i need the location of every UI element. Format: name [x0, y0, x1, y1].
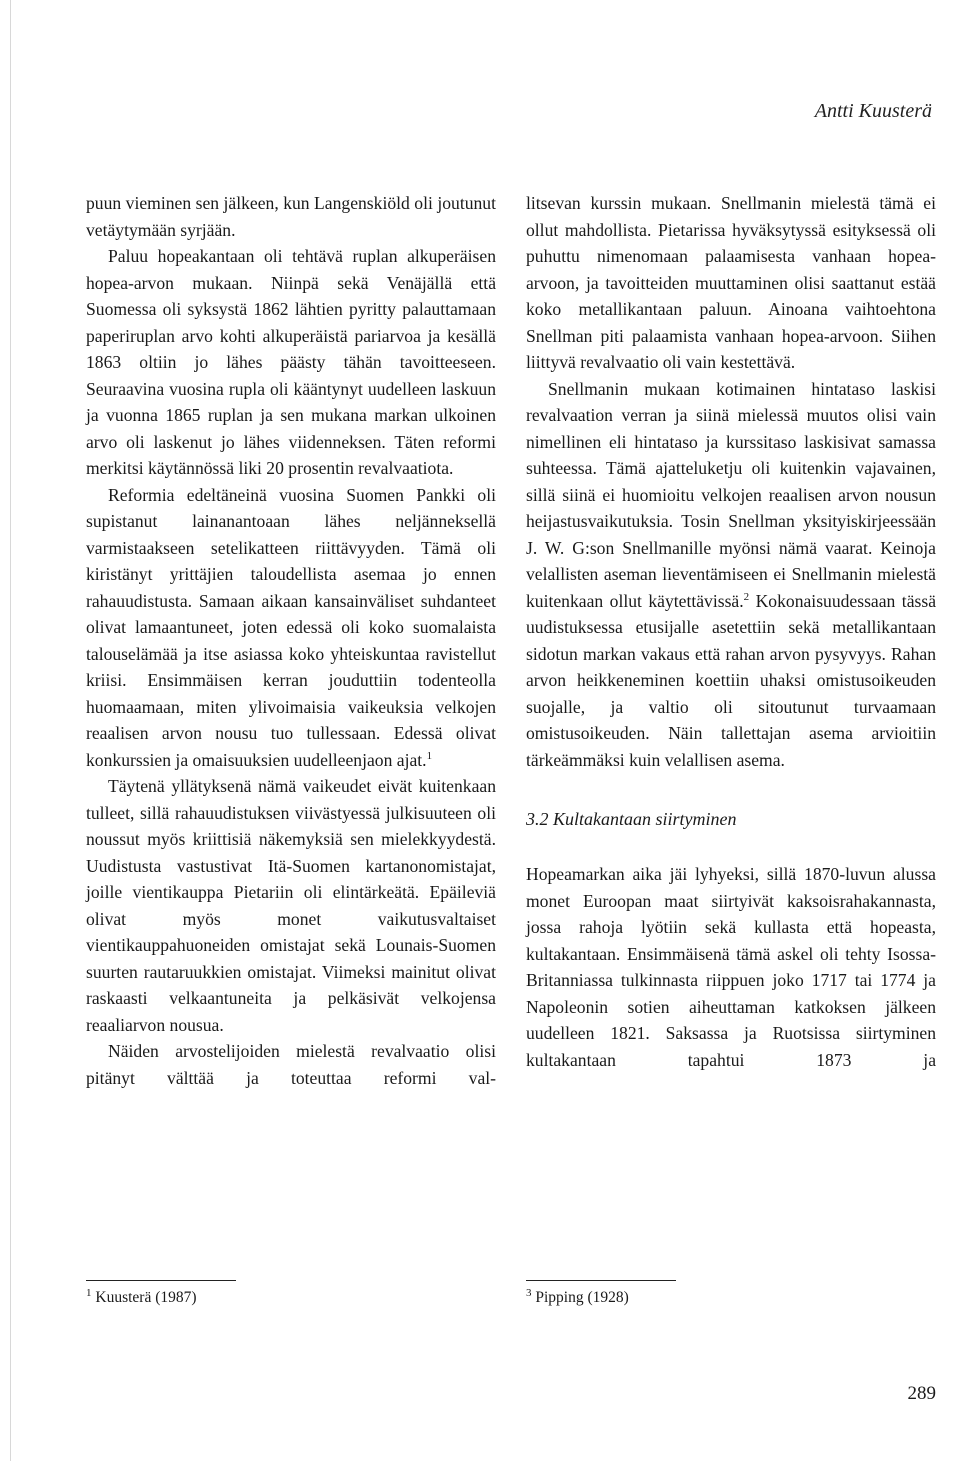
right-column — [526, 190, 936, 1073]
footnote-text — [526, 1286, 629, 1306]
footnote-text — [86, 1286, 197, 1306]
paragraph: Hopeamarkan aika jäi lyhyeksi, sillä 1870-luvun alussa monet Euroopan maat siirtyivät kaksoisrahakannasta, jossa rahoja lyötiin sekä kullasta että hopeasta, kultakantaan. Ensimmäisenä tämä askel oli tehty Isossa-Britanniassa tulkinnasta riippuen joko 1717 tai 1774 ja Napoleonin sotien aiheuttaman katkoksen jälkeen uudelleen 1821. Saksassa ja Ruotsissa siirtyminen kultakantaan tapahtui 1873 ja — [526, 864, 936, 1070]
footnote-ref: 1 — [426, 749, 433, 762]
paragraph: litsevan kurssin mukaan. Snellmanin mielestä tämä ei ollut mahdollista. Pietarissa hyväksytyssä esityksessä oli puhuttu nimenomaan palaamisesta vanhaan hopea-arvoon, ja tavoitteiden muuttaminen olisi saattanut estää koko metallikantaan paluun. Ainoana vaihtoehtona Snellman piti palaamista vanhaan hopea-arvoon. Siihen liittyvä revalvaatio oli vain kestettävä. — [526, 193, 936, 372]
paragraph: Paluu hopeakantaan oli tehtävä ruplan alkuperäisen hopea-arvon mukaan. Niinpä sekä Venäjällä että Suomessa oli syksystä 1862 lähtien pyritty palauttamaan paperiruplan arvo kohti alkuperäistä pariarvoa ja kesällä 1863 oltiin jo lähes päästy tähän tavoitteeseen. Seuraavina vuosina rupla oli kääntynyt uudelleen laskuun ja vuonna 1865 ruplan ja sen mukana markan ulkoinen arvo oli laskenut jo lähes viidenneksen. Täten reformi merkitsi käytännössä liki 20 prosentin revalvaatiota. — [86, 246, 496, 478]
paragraph — [526, 376, 936, 774]
footnote-mark: 1 — [86, 1286, 92, 1299]
footnote-source: Pipping (1928) — [535, 1289, 629, 1306]
paragraph: puun vieminen sen jälkeen, kun Langenskiöld oli joutunut vetäytymään syrjään. — [86, 193, 496, 240]
footnote-rule — [526, 1280, 676, 1281]
paragraph-text: Snellmanin mukaan kotimainen hintataso laskisi revalvaation verran ja siinä mielessä muutos olisi vain nimellinen eli hintataso ja kurssitaso laskisivat samassa suhteessa. Tämä ajatteluketju oli kuitenkin vajavainen, sillä siinä ei huomioitu velkojen reaalisen arvon nousun heijastusvaikutuksia. Tosin Snellman yksityiskirjeessään J. W. G:son Snellmanille myönsi nämä vaarat. Keinoja velallisten aseman lieventämiseen ei Snellmanin mielestä kuitenkaan ollut käytettävissä. — [526, 378, 936, 611]
footnote-source: Kuusterä (1987) — [95, 1289, 197, 1306]
paragraph: Näiden arvostelijoiden mielestä revalvaatio olisi pitänyt välttää ja toteuttaa reformi val- — [86, 1041, 496, 1088]
footnote-left — [86, 1280, 386, 1309]
left-column — [86, 190, 496, 1091]
paragraph — [86, 482, 496, 774]
page-number: 289 — [907, 1383, 936, 1404]
footnote-mark: 3 — [526, 1286, 532, 1299]
footnote-ref: 2 — [743, 590, 750, 603]
page-edge — [10, 0, 11, 1461]
section-heading: 3.2 Kultakantaan siirtyminen — [526, 809, 737, 829]
paragraph-text: Kokonaisuudessaan tässä uudistuksessa etusijalle asetettiin sekä metallikantaan sidotun markan vakaus että rahan arvon pysyvyys. Rahan arvon heikkeneminen koettiin uhaksi omistusoikeuden suojalle, ja valtio oli sitoutunut turvaamaan omistusoikeuden. Näin tallettajan asema arvioitiin tärkeämmäksi kuin velallisen asema. — [526, 590, 936, 770]
footnote-rule — [86, 1280, 236, 1281]
paragraph-text: Reformia edeltäneinä vuosina Suomen Pankki oli supistanut lainanantoaan lähes neljänneksellä varmistaakseen setelikatteen riittävyyden. Tämä oli kiristänyt yrittäjien taloudellista asemaa jo ennen rahauudistusta. Samaan aikaan kansainväliset suhdanteet olivat lamaantuneet, joten edessä oli koko suomalaista talouselämää ja itse asiassa koko yhteiskuntaa ravistellut kriisi. Ensimmäisen kerran jouduttiin todenteolla huomaamaan, miten ylivoimaisia vaikeuksia velkojen reaalisen arvon nousu tuo tullessaan. Edessä olivat konkurssien ja omaisuuksien uudelleenjaon ajat. — [86, 484, 496, 770]
footnote-right — [526, 1280, 826, 1309]
paragraph: Täytenä yllätyksenä nämä vaikeudet eivät kuitenkaan tulleet, sillä rahauudistuksen viivästyessä julkisuuteen oli noussut myös kriittisiä näkemyksiä sen mielekkyydestä. Uudistusta vastustivat Itä-Suomen kartanonomistajat, joille vientikauppa Pietariin oli elintärkeätä. Epäileviä olivat myös monet vaikutusvaltaiset vientikauppahuoneiden omistajat sekä Lounais-Suomen suurten rautaruukkien omistajat. Viimeksi mainitut olivat raskaasti velkaantuneita ja pelkäsivät velkojensa reaaliarvon nousua. — [86, 776, 496, 1035]
running-head-author: Antti Kuusterä — [814, 100, 932, 122]
